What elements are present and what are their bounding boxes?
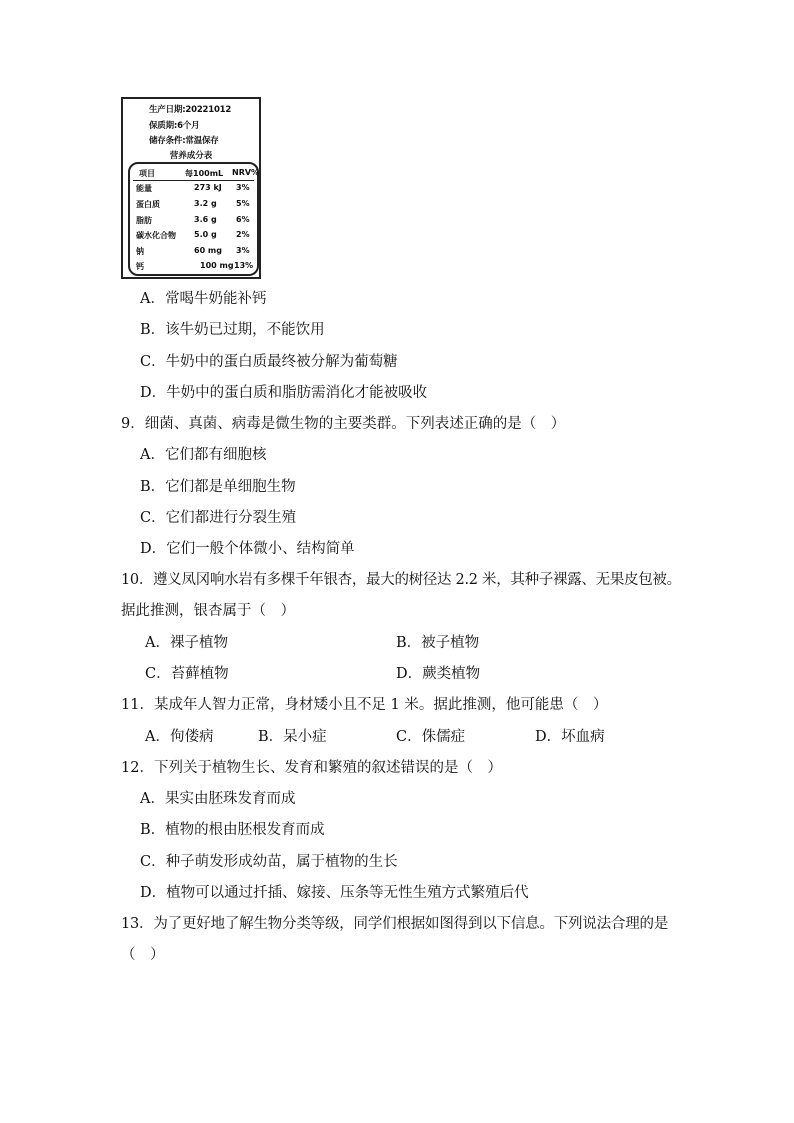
- q11-option-d: D．坏血病: [535, 729, 605, 745]
- q10-option-d: D．蕨类植物: [396, 666, 481, 682]
- row-nrv: 13%: [234, 261, 254, 270]
- q10-stem-line1: 10．遵义凤冈响水岩有多棵千年银杏，最大的树径达 2.2 米，其种子裸露、无果皮包被。: [121, 572, 681, 588]
- q8-option-c: C．牛奶中的蛋白质最终被分解为葡萄糖: [140, 354, 398, 370]
- q11-stem: 11．某成年人智力正常，身材矮小且不足 1 米。据此推测，他可能患（ ）: [121, 697, 608, 713]
- nutrition-table-title: 营养成分表: [169, 151, 213, 161]
- table-row: [130, 215, 257, 230]
- row-name: 蛋白质: [136, 200, 160, 209]
- row-value: 5.0 g: [194, 230, 217, 239]
- row-name: 碳水化合物: [136, 231, 176, 240]
- row-nrv: 2%: [236, 230, 250, 239]
- row-nrv: 3%: [236, 246, 250, 255]
- row-value: 273 kJ: [194, 183, 222, 192]
- milk-label-image: [121, 97, 261, 279]
- row-nrv: 3%: [236, 183, 250, 192]
- q12-option-d: D．植物可以通过扦插、嫁接、压条等无性生殖方式繁殖后代: [140, 885, 529, 901]
- row-nrv: 6%: [236, 215, 250, 224]
- nutrition-table-header: [133, 167, 260, 181]
- q10-option-c: C．苔藓植物: [145, 666, 229, 682]
- q9-option-a: A．它们都有细胞核: [140, 447, 267, 463]
- nutrition-table: [128, 162, 259, 276]
- table-row: [130, 230, 257, 245]
- table-row: [130, 261, 257, 276]
- row-name: 钙: [136, 262, 144, 271]
- header-nrv: NRV%: [232, 168, 260, 177]
- production-date: 生产日期:20221012: [149, 105, 232, 115]
- q12-option-c: C．种子萌发形成幼苗，属于植物的生长: [140, 854, 398, 870]
- q13-stem-line2: （ ）: [121, 947, 165, 963]
- shelf-life: 保质期:6个月: [149, 121, 200, 131]
- header-per-100ml: 每100mL: [185, 169, 224, 178]
- q8-option-a: A．常喝牛奶能补钙: [140, 291, 267, 307]
- table-row: [130, 246, 257, 261]
- row-value: 100 mg: [200, 261, 234, 270]
- table-row: [130, 183, 257, 198]
- q12-option-b: B．植物的根由胚根发育而成: [140, 822, 325, 838]
- q9-stem: 9．细菌、真菌、病毒是微生物的主要类群。下列表述正确的是（ ）: [121, 416, 566, 432]
- q11-option-a: A．佝偻病: [145, 729, 214, 745]
- q9-option-d: D．它们一般个体微小、结构简单: [140, 541, 355, 557]
- q10-option-a: A．裸子植物: [145, 635, 228, 651]
- q11-option-b: B．呆小症: [258, 729, 327, 745]
- row-value: 3.2 g: [194, 199, 217, 208]
- row-value: 3.6 g: [194, 215, 217, 224]
- table-row: [130, 199, 257, 214]
- storage-condition: 储存条件:常温保存: [149, 136, 219, 146]
- q8-option-d: D．牛奶中的蛋白质和脂肪需消化才能被吸收: [140, 385, 428, 401]
- q11-option-c: C．侏儒症: [396, 729, 466, 745]
- row-name: 脂肪: [136, 216, 152, 225]
- row-nrv: 5%: [236, 199, 250, 208]
- q9-option-b: B．它们都是单细胞生物: [140, 479, 296, 495]
- row-name: 能量: [136, 184, 152, 193]
- q10-stem-line2: 据此推测，银杏属于（ ）: [121, 603, 295, 619]
- q13-stem-line1: 13．为了更好地了解生物分类等级，同学们根据如图得到以下信息。下列说法合理的是: [121, 916, 669, 932]
- row-name: 钠: [136, 247, 144, 256]
- q10-option-b: B．被子植物: [396, 635, 480, 651]
- row-value: 60 mg: [194, 246, 222, 255]
- q12-option-a: A．果实由胚珠发育而成: [140, 791, 296, 807]
- q9-option-c: C．它们都进行分裂生殖: [140, 510, 297, 526]
- q8-option-b: B．该牛奶已过期，不能饮用: [140, 322, 325, 338]
- q12-stem: 12．下列关于植物生长、发育和繁殖的叙述错误的是（ ）: [121, 760, 502, 776]
- header-item: 项目: [139, 169, 155, 178]
